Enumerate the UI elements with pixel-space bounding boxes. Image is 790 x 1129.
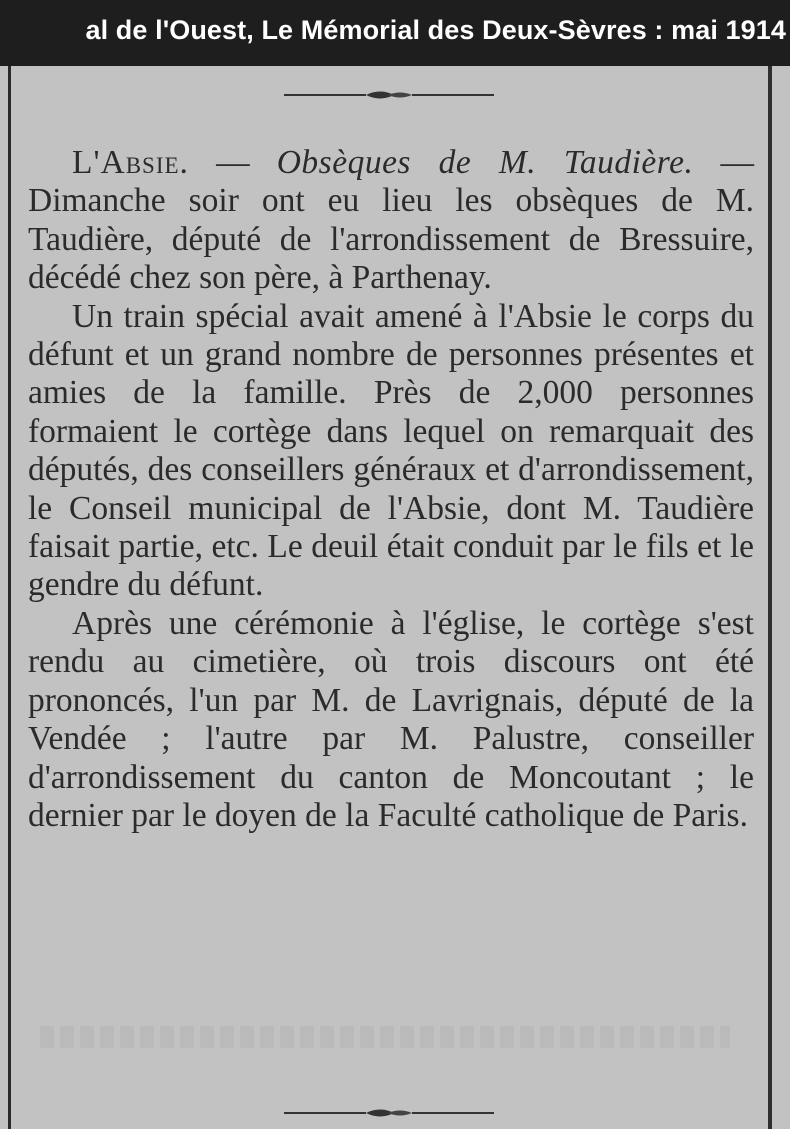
separator-ornament-bottom-icon <box>284 1106 494 1120</box>
article-paragraph-1-text: — Dimanche soir ont eu lieu les obsèques de M. Taudière, député de l'arrondissement de Bressuire, décédé chez son père, à Parthenay. <box>28 144 754 297</box>
article-paragraph-1 <box>28 144 754 298</box>
separator-ornament-top-icon <box>284 88 494 102</box>
article-paragraph-2: Un train spécial avait amené à l'Absie le corps du défunt et un grand nombre de personnes présentes et amies de la famille. Près de 2,000 personnes formaient le cortège dans lequel on remarquait des députés, des conseillers généraux et d'arrondissement, le Conseil municipal de l'Absie, dont M. Taudière faisait partie, etc. Le deuil était conduit par le fils et le gendre du défunt. <box>28 297 754 604</box>
article-paragraph-3: Après une cérémonie à l'église, le cortège s'est rendu au cimetière, où trois discours ont été prononcés, l'un par M. de Lavrignais, député de la Vendée ; l'autre par M. Palustre, conseiller d'arrondissement du canton de Moncoutant ; le dernier par le doyen de la Faculté catholique de Paris. <box>28 604 754 834</box>
document-title: al de l'Ouest, Le Mémorial des Deux-Sèvres : mai 1914 <box>85 15 786 45</box>
newspaper-scan <box>0 66 790 1129</box>
article-place: L'Absie. <box>72 144 189 181</box>
column-rule-left <box>8 66 11 1129</box>
column-rule-right <box>768 66 772 1129</box>
title-bar <box>0 0 790 66</box>
article-dash: — <box>188 144 277 181</box>
bleed-through-band <box>40 1026 730 1048</box>
article-body <box>28 144 754 835</box>
article-headline: Obsèques de M. Taudière. <box>276 144 694 181</box>
